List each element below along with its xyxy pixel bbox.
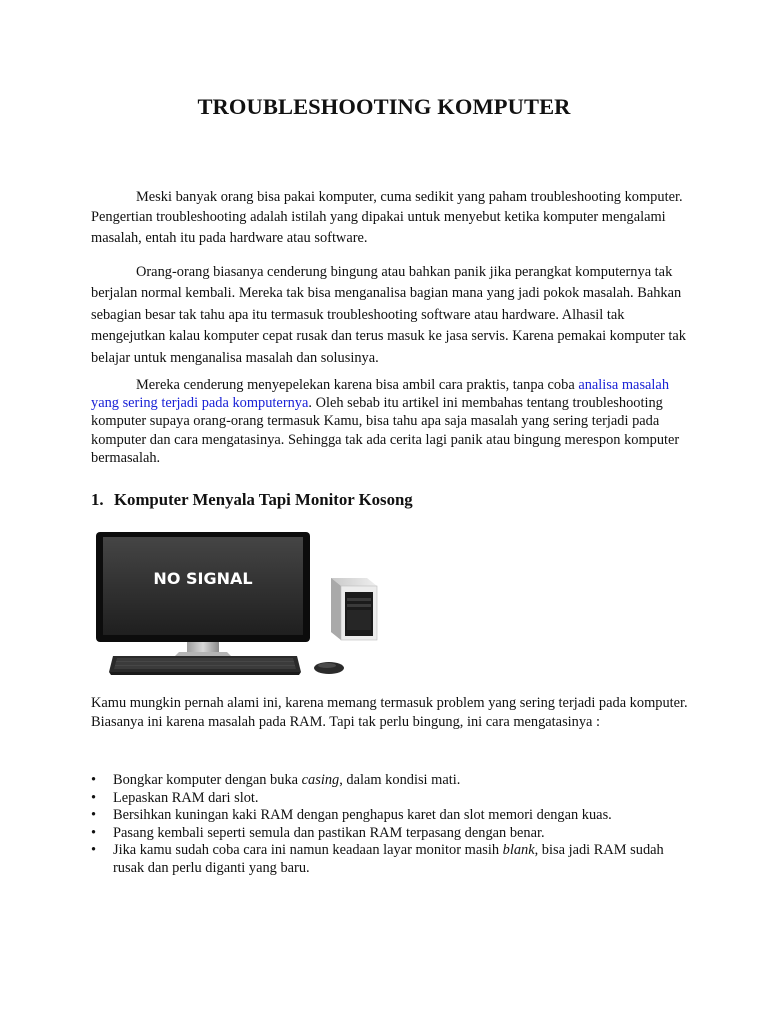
list-item: • Bongkar komputer dengan buka casing, dalam kondisi mati. bbox=[91, 772, 461, 788]
computer-image bbox=[91, 528, 391, 680]
section-heading-text: Komputer Menyala Tapi Monitor Kosong bbox=[114, 490, 413, 509]
pc-tower-icon bbox=[331, 578, 377, 640]
computer-illustration bbox=[91, 528, 391, 680]
intro-paragraph: Meski banyak orang bisa pakai komputer, cuma sedikit yang paham troubleshooting komputer. Pengertian troubleshooting adalah istilah yang dipakai untuk menyebut ketika komputer mengalami masalah, entah itu pada hardware atau software. bbox=[91, 189, 683, 246]
no-signal-text: NO SIGNAL bbox=[153, 569, 253, 588]
bullet-icon: • bbox=[91, 824, 97, 841]
solution-steps-list bbox=[91, 772, 691, 877]
analisa-masalah-link[interactable]: analisa masalah yang sering terjadi pada komputernya bbox=[91, 377, 670, 412]
solution-intro-paragraph: Kamu mungkin pernah alami ini, karena memang termasuk problem yang sering terjadi pada komputer. Biasanya ini karena masalah pada RAM. Tapi tak perlu bingung, ini cara mengatasinya : bbox=[91, 695, 688, 730]
third-paragraph-text-start: Mereka cenderung menyepelekan karena bisa ambil cara praktis, tanpa coba bbox=[136, 377, 579, 393]
keyboard-icon bbox=[109, 656, 301, 675]
list-item: • Bersihkan kuningan kaki RAM dengan penghapus karet dan slot memori dengan kuas. bbox=[91, 807, 612, 823]
mouse-icon bbox=[314, 662, 344, 674]
document-title: TROUBLESHOOTING KOMPUTER bbox=[197, 94, 571, 119]
section-heading bbox=[91, 490, 413, 510]
third-paragraph-text-end: . Oleh sebab itu artikel ini membahas tentang troubleshooting komputer supaya orang-orang termasuk Kamu, bisa tahu apa saja masalah yang sering terjadi pada komputer dan cara mengatasinya. Sehingga tak ada cerita lagi panik atau bingung merespon komputer bermasalah. bbox=[91, 395, 680, 466]
monitor-icon bbox=[96, 532, 310, 656]
section-number: 1. bbox=[91, 490, 104, 509]
third-paragraph bbox=[91, 376, 691, 467]
second-paragraph: Orang-orang biasanya cenderung bingung atau bahkan panik jika perangkat komputernya tak berjalan normal kembali. Mereka tak bisa menganalisa bagian mana yang jadi pokok masalah. Bahkan sebagian besar tak tahu apa itu termasuk troubleshooting software atau hardware. Alhasil tak mengejutkan kalau komputer cepat rusak dan terus masuk ke jasa servis. Karena pemakai komputer tak belajar untuk menganalisa masalah dan solusinya. bbox=[91, 264, 687, 366]
bullet-icon: • bbox=[91, 772, 97, 788]
list-item: • Jika kamu sudah coba cara ini namun keadaan layar monitor masih blank, bisa jadi RAM sudah rusak dan perlu diganti yang baru. bbox=[91, 842, 664, 876]
list-item: • Pasang kembali seperti semula dan pastikan RAM terpasang dengan benar. bbox=[91, 824, 545, 841]
list-item: • Lepaskan RAM dari slot. bbox=[91, 789, 259, 806]
bullet-icon: • bbox=[91, 789, 97, 806]
bullet-icon: • bbox=[91, 842, 97, 858]
bullet-icon: • bbox=[91, 807, 97, 823]
